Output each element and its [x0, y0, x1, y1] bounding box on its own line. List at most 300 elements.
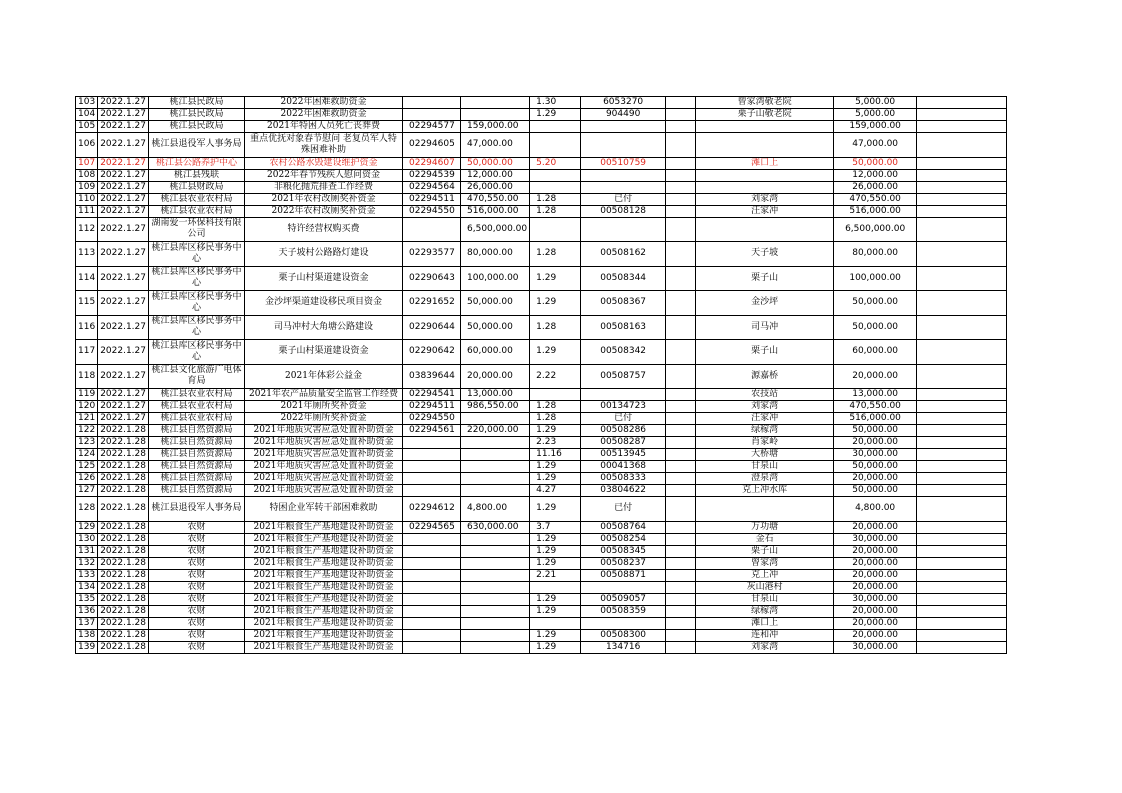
amount-cell [461, 473, 530, 485]
blank-cell [917, 545, 1007, 557]
amount-cell: 516,000.00 [461, 205, 530, 217]
amount-cell [461, 533, 530, 545]
rate-cell: 1.29 [530, 497, 581, 522]
rate-cell [530, 121, 581, 133]
amount-cell: 26,000.00 [461, 181, 530, 193]
table-row [76, 389, 1007, 401]
row-number: 122 [76, 425, 98, 437]
blank-cell [666, 242, 696, 267]
code-cell: 02294612 [403, 497, 461, 522]
code-cell: 02294565 [403, 521, 461, 533]
table-row [76, 629, 1007, 641]
amount-cell [461, 97, 530, 109]
department-cell: 桃江县民政局 [149, 121, 245, 133]
blank-cell [666, 291, 696, 316]
code-cell: 02290644 [403, 315, 461, 340]
place-cell: 天子坡 [696, 242, 834, 267]
total-cell: 20,000.00 [834, 473, 917, 485]
date-cell: 2022.1.28 [98, 569, 149, 581]
table-row [76, 497, 1007, 522]
code-cell [403, 437, 461, 449]
table-row [76, 242, 1007, 267]
blank-cell [917, 266, 1007, 291]
total-cell: 12,000.00 [834, 169, 917, 181]
amount-cell: 12,000.00 [461, 169, 530, 181]
amount-cell: 50,000.00 [461, 315, 530, 340]
blank-cell [666, 617, 696, 629]
total-cell: 20,000.00 [834, 364, 917, 389]
date-cell: 2022.1.27 [98, 181, 149, 193]
row-number: 126 [76, 473, 98, 485]
code-cell: 02294539 [403, 169, 461, 181]
item-cell: 特许经营权购买费 [245, 217, 403, 242]
item-cell: 2021年体彩公益金 [245, 364, 403, 389]
date-cell: 2022.1.27 [98, 340, 149, 365]
place-cell: 农技站 [696, 389, 834, 401]
blank-cell [917, 109, 1007, 121]
place-cell: 连和冲 [696, 629, 834, 641]
blank-cell [917, 413, 1007, 425]
code-cell [403, 617, 461, 629]
place-cell [696, 497, 834, 522]
date-cell: 2022.1.27 [98, 242, 149, 267]
item-cell: 重点优抚对象春节慰问 老复员军人特殊困难补助 [245, 133, 403, 158]
amount-cell [461, 617, 530, 629]
blank-cell [666, 157, 696, 169]
amount-cell: 159,000.00 [461, 121, 530, 133]
row-number: 128 [76, 497, 98, 522]
rate-cell: 1.28 [530, 193, 581, 205]
item-cell: 2022年春节残疾人慰问资金 [245, 169, 403, 181]
row-number: 116 [76, 315, 98, 340]
blank-cell [666, 485, 696, 497]
table-row [76, 581, 1007, 593]
rate-cell: 1.29 [530, 291, 581, 316]
rate-cell: 4.27 [530, 485, 581, 497]
rate-cell: 1.29 [530, 109, 581, 121]
table-row [76, 291, 1007, 316]
date-cell: 2022.1.28 [98, 437, 149, 449]
item-cell: 2021年粮食生产基地建设补助资金 [245, 569, 403, 581]
blank-cell [917, 340, 1007, 365]
row-number: 104 [76, 109, 98, 121]
department-cell: 桃江县农业农村局 [149, 413, 245, 425]
blank-cell [666, 641, 696, 653]
row-number: 133 [76, 569, 98, 581]
date-cell: 2022.1.28 [98, 605, 149, 617]
voucher-cell: 00508286 [581, 425, 666, 437]
voucher-cell [581, 389, 666, 401]
table-row [76, 193, 1007, 205]
blank-cell [917, 473, 1007, 485]
blank-cell [917, 641, 1007, 653]
total-cell: 5,000.00 [834, 97, 917, 109]
table-row [76, 485, 1007, 497]
blank-cell [917, 605, 1007, 617]
blank-cell [917, 461, 1007, 473]
total-cell: 20,000.00 [834, 545, 917, 557]
date-cell: 2022.1.27 [98, 364, 149, 389]
voucher-cell: 已付 [581, 193, 666, 205]
item-cell: 司马冲村大角塘公路建设 [245, 315, 403, 340]
blank-cell [666, 593, 696, 605]
voucher-cell: 00508163 [581, 315, 666, 340]
place-cell [696, 169, 834, 181]
row-number: 136 [76, 605, 98, 617]
date-cell: 2022.1.28 [98, 593, 149, 605]
total-cell: 516,000.00 [834, 413, 917, 425]
date-cell: 2022.1.28 [98, 473, 149, 485]
date-cell: 2022.1.28 [98, 425, 149, 437]
blank-cell [666, 205, 696, 217]
item-cell: 2022年厕所奖补资金 [245, 413, 403, 425]
voucher-cell: 00508237 [581, 557, 666, 569]
blank-cell [666, 605, 696, 617]
place-cell: 栗子山敬老院 [696, 109, 834, 121]
amount-cell: 630,000.00 [461, 521, 530, 533]
amount-cell: 220,000.00 [461, 425, 530, 437]
code-cell: 02294605 [403, 133, 461, 158]
rate-cell: 1.28 [530, 242, 581, 267]
item-cell: 2021年地质灾害应急处置补助资金 [245, 449, 403, 461]
code-cell: 02294607 [403, 157, 461, 169]
blank-cell [666, 340, 696, 365]
table-row [76, 473, 1007, 485]
amount-cell: 470,550.00 [461, 193, 530, 205]
table-row [76, 169, 1007, 181]
item-cell: 金沙坪渠道建设移民项目资金 [245, 291, 403, 316]
voucher-cell: 00508757 [581, 364, 666, 389]
amount-cell: 100,000.00 [461, 266, 530, 291]
date-cell: 2022.1.28 [98, 461, 149, 473]
department-cell: 桃江县农业农村局 [149, 205, 245, 217]
department-cell: 桃江县民政局 [149, 109, 245, 121]
amount-cell [461, 581, 530, 593]
table-row [76, 413, 1007, 425]
table-row [76, 569, 1007, 581]
department-cell: 桃江县库区移民事务中心 [149, 315, 245, 340]
item-cell: 2021年粮食生产基地建设补助资金 [245, 521, 403, 533]
rate-cell [530, 133, 581, 158]
department-cell: 农财 [149, 581, 245, 593]
place-cell: 绿稼湾 [696, 425, 834, 437]
blank-cell [666, 315, 696, 340]
voucher-cell: 904490 [581, 109, 666, 121]
blank-cell [666, 217, 696, 242]
blank-cell [917, 485, 1007, 497]
rate-cell [530, 217, 581, 242]
item-cell: 农村公路水毁建设维护资金 [245, 157, 403, 169]
amount-cell: 50,000.00 [461, 291, 530, 316]
row-number: 119 [76, 389, 98, 401]
blank-cell [917, 533, 1007, 545]
item-cell: 2021年粮食生产基地建设补助资金 [245, 617, 403, 629]
department-cell: 桃江县退役军人事务局 [149, 133, 245, 158]
date-cell: 2022.1.27 [98, 121, 149, 133]
code-cell: 02294561 [403, 425, 461, 437]
place-cell: 滩口上 [696, 617, 834, 629]
code-cell: 02293577 [403, 242, 461, 267]
amount-cell: 50,000.00 [461, 157, 530, 169]
item-cell: 2022年困难救助资金 [245, 97, 403, 109]
place-cell: 金沙坪 [696, 291, 834, 316]
date-cell: 2022.1.28 [98, 629, 149, 641]
place-cell: 克上冲 [696, 569, 834, 581]
blank-cell [666, 461, 696, 473]
table-row [76, 641, 1007, 653]
blank-cell [917, 242, 1007, 267]
blank-cell [917, 121, 1007, 133]
code-cell [403, 629, 461, 641]
place-cell [696, 217, 834, 242]
place-cell: 甘泉山 [696, 461, 834, 473]
amount-cell: 47,000.00 [461, 133, 530, 158]
department-cell: 农财 [149, 629, 245, 641]
code-cell [403, 593, 461, 605]
total-cell: 47,000.00 [834, 133, 917, 158]
rate-cell: 2.21 [530, 569, 581, 581]
date-cell: 2022.1.28 [98, 521, 149, 533]
item-cell: 天子坡村公路路灯建设 [245, 242, 403, 267]
total-cell: 26,000.00 [834, 181, 917, 193]
rate-cell: 1.29 [530, 545, 581, 557]
place-cell [696, 133, 834, 158]
voucher-cell: 00508345 [581, 545, 666, 557]
place-cell: 刘家湾 [696, 641, 834, 653]
code-cell [403, 533, 461, 545]
department-cell: 桃江县自然资源局 [149, 437, 245, 449]
blank-cell [666, 629, 696, 641]
department-cell: 桃江县自然资源局 [149, 473, 245, 485]
blank-cell [917, 193, 1007, 205]
item-cell: 2021年地质灾害应急处置补助资金 [245, 473, 403, 485]
voucher-cell: 6053270 [581, 97, 666, 109]
rate-cell [530, 181, 581, 193]
voucher-cell: 00041368 [581, 461, 666, 473]
amount-cell [461, 557, 530, 569]
row-number: 106 [76, 133, 98, 158]
department-cell: 农财 [149, 533, 245, 545]
blank-cell [917, 315, 1007, 340]
place-cell: 肖家岭 [696, 437, 834, 449]
item-cell: 2022年农村改厕奖补资金 [245, 205, 403, 217]
item-cell: 2021年粮食生产基地建设补助资金 [245, 545, 403, 557]
blank-cell [917, 389, 1007, 401]
date-cell: 2022.1.28 [98, 581, 149, 593]
table-row [76, 97, 1007, 109]
table-row [76, 437, 1007, 449]
row-number: 132 [76, 557, 98, 569]
voucher-cell [581, 121, 666, 133]
total-cell: 20,000.00 [834, 557, 917, 569]
place-cell: 司马冲 [696, 315, 834, 340]
item-cell: 2021年农产品质量安全监管工作经费 [245, 389, 403, 401]
table-row [76, 533, 1007, 545]
place-cell: 克上冲水库 [696, 485, 834, 497]
table-row [76, 157, 1007, 169]
row-number: 109 [76, 181, 98, 193]
amount-cell [461, 413, 530, 425]
rate-cell: 1.29 [530, 605, 581, 617]
item-cell: 2021年粮食生产基地建设补助资金 [245, 557, 403, 569]
item-cell: 2021年粮食生产基地建设补助资金 [245, 581, 403, 593]
ledger-body [76, 97, 1007, 654]
item-cell: 2021年粮食生产基地建设补助资金 [245, 605, 403, 617]
voucher-cell [581, 617, 666, 629]
place-cell [696, 121, 834, 133]
voucher-cell [581, 217, 666, 242]
date-cell: 2022.1.27 [98, 109, 149, 121]
table-row [76, 205, 1007, 217]
total-cell: 50,000.00 [834, 315, 917, 340]
department-cell: 湖南爱一环保科技有限公司 [149, 217, 245, 242]
date-cell: 2022.1.27 [98, 291, 149, 316]
blank-cell [917, 425, 1007, 437]
date-cell: 2022.1.27 [98, 157, 149, 169]
blank-cell [666, 425, 696, 437]
blank-cell [917, 629, 1007, 641]
blank-cell [917, 217, 1007, 242]
total-cell: 20,000.00 [834, 521, 917, 533]
total-cell: 20,000.00 [834, 629, 917, 641]
department-cell: 农财 [149, 593, 245, 605]
code-cell [403, 217, 461, 242]
amount-cell [461, 449, 530, 461]
total-cell: 50,000.00 [834, 485, 917, 497]
rate-cell: 1.29 [530, 473, 581, 485]
table-row [76, 449, 1007, 461]
rate-cell: 3.7 [530, 521, 581, 533]
total-cell: 30,000.00 [834, 533, 917, 545]
amount-cell [461, 437, 530, 449]
table-row [76, 545, 1007, 557]
place-cell: 大桥塘 [696, 449, 834, 461]
department-cell: 农财 [149, 557, 245, 569]
amount-cell: 4,800.00 [461, 497, 530, 522]
voucher-cell: 00508871 [581, 569, 666, 581]
blank-cell [917, 593, 1007, 605]
rate-cell: 1.29 [530, 266, 581, 291]
department-cell: 桃江县退役军人事务局 [149, 497, 245, 522]
department-cell: 农财 [149, 641, 245, 653]
rate-cell [530, 389, 581, 401]
row-number: 103 [76, 97, 98, 109]
table-row [76, 401, 1007, 413]
row-number: 134 [76, 581, 98, 593]
place-cell [696, 181, 834, 193]
department-cell: 农财 [149, 521, 245, 533]
table-row [76, 425, 1007, 437]
item-cell: 特困企业军转干部困难救助 [245, 497, 403, 522]
place-cell: 金石 [696, 533, 834, 545]
blank-cell [917, 181, 1007, 193]
total-cell: 20,000.00 [834, 605, 917, 617]
amount-cell [461, 569, 530, 581]
amount-cell [461, 629, 530, 641]
date-cell: 2022.1.27 [98, 97, 149, 109]
rate-cell: 1.29 [530, 593, 581, 605]
total-cell: 50,000.00 [834, 461, 917, 473]
blank-cell [917, 581, 1007, 593]
blank-cell [917, 569, 1007, 581]
blank-cell [666, 389, 696, 401]
place-cell: 栗子山 [696, 340, 834, 365]
place-cell: 灰山港村 [696, 581, 834, 593]
department-cell: 桃江县自然资源局 [149, 461, 245, 473]
total-cell: 60,000.00 [834, 340, 917, 365]
blank-cell [917, 521, 1007, 533]
blank-cell [917, 617, 1007, 629]
date-cell: 2022.1.27 [98, 315, 149, 340]
voucher-cell [581, 581, 666, 593]
blank-cell [666, 497, 696, 522]
total-cell: 30,000.00 [834, 641, 917, 653]
row-number: 105 [76, 121, 98, 133]
blank-cell [917, 497, 1007, 522]
table-row [76, 181, 1007, 193]
blank-cell [666, 109, 696, 121]
code-cell: 02294550 [403, 413, 461, 425]
total-cell: 470,550.00 [834, 193, 917, 205]
voucher-cell: 00509057 [581, 593, 666, 605]
place-cell: 甘泉山 [696, 593, 834, 605]
blank-cell [917, 205, 1007, 217]
department-cell: 桃江县农业农村局 [149, 193, 245, 205]
place-cell: 澄泉湾 [696, 473, 834, 485]
amount-cell: 986,550.00 [461, 401, 530, 413]
amount-cell [461, 485, 530, 497]
total-cell: 159,000.00 [834, 121, 917, 133]
table-row [76, 521, 1007, 533]
blank-cell [666, 193, 696, 205]
department-cell: 桃江县库区移民事务中心 [149, 291, 245, 316]
table-row [76, 217, 1007, 242]
rate-cell: 5.20 [530, 157, 581, 169]
item-cell: 2021年粮食生产基地建设补助资金 [245, 629, 403, 641]
row-number: 112 [76, 217, 98, 242]
amount-cell [461, 641, 530, 653]
blank-cell [917, 437, 1007, 449]
rate-cell: 2.22 [530, 364, 581, 389]
voucher-cell: 03804622 [581, 485, 666, 497]
code-cell [403, 641, 461, 653]
row-number: 110 [76, 193, 98, 205]
blank-cell [666, 473, 696, 485]
row-number: 139 [76, 641, 98, 653]
blank-cell [666, 266, 696, 291]
blank-cell [917, 169, 1007, 181]
table-row [76, 605, 1007, 617]
item-cell: 2021年地质灾害应急处置补助资金 [245, 485, 403, 497]
rate-cell: 1.29 [530, 425, 581, 437]
blank-cell [666, 545, 696, 557]
row-number: 114 [76, 266, 98, 291]
item-cell: 2021年地质灾害应急处置补助资金 [245, 461, 403, 473]
rate-cell [530, 169, 581, 181]
table-row [76, 121, 1007, 133]
total-cell: 100,000.00 [834, 266, 917, 291]
total-cell: 30,000.00 [834, 449, 917, 461]
row-number: 113 [76, 242, 98, 267]
date-cell: 2022.1.27 [98, 413, 149, 425]
row-number: 107 [76, 157, 98, 169]
department-cell: 桃江县农业农村局 [149, 389, 245, 401]
rate-cell: 1.29 [530, 641, 581, 653]
date-cell: 2022.1.27 [98, 205, 149, 217]
rate-cell: 2.23 [530, 437, 581, 449]
blank-cell [917, 364, 1007, 389]
code-cell: 02294511 [403, 193, 461, 205]
